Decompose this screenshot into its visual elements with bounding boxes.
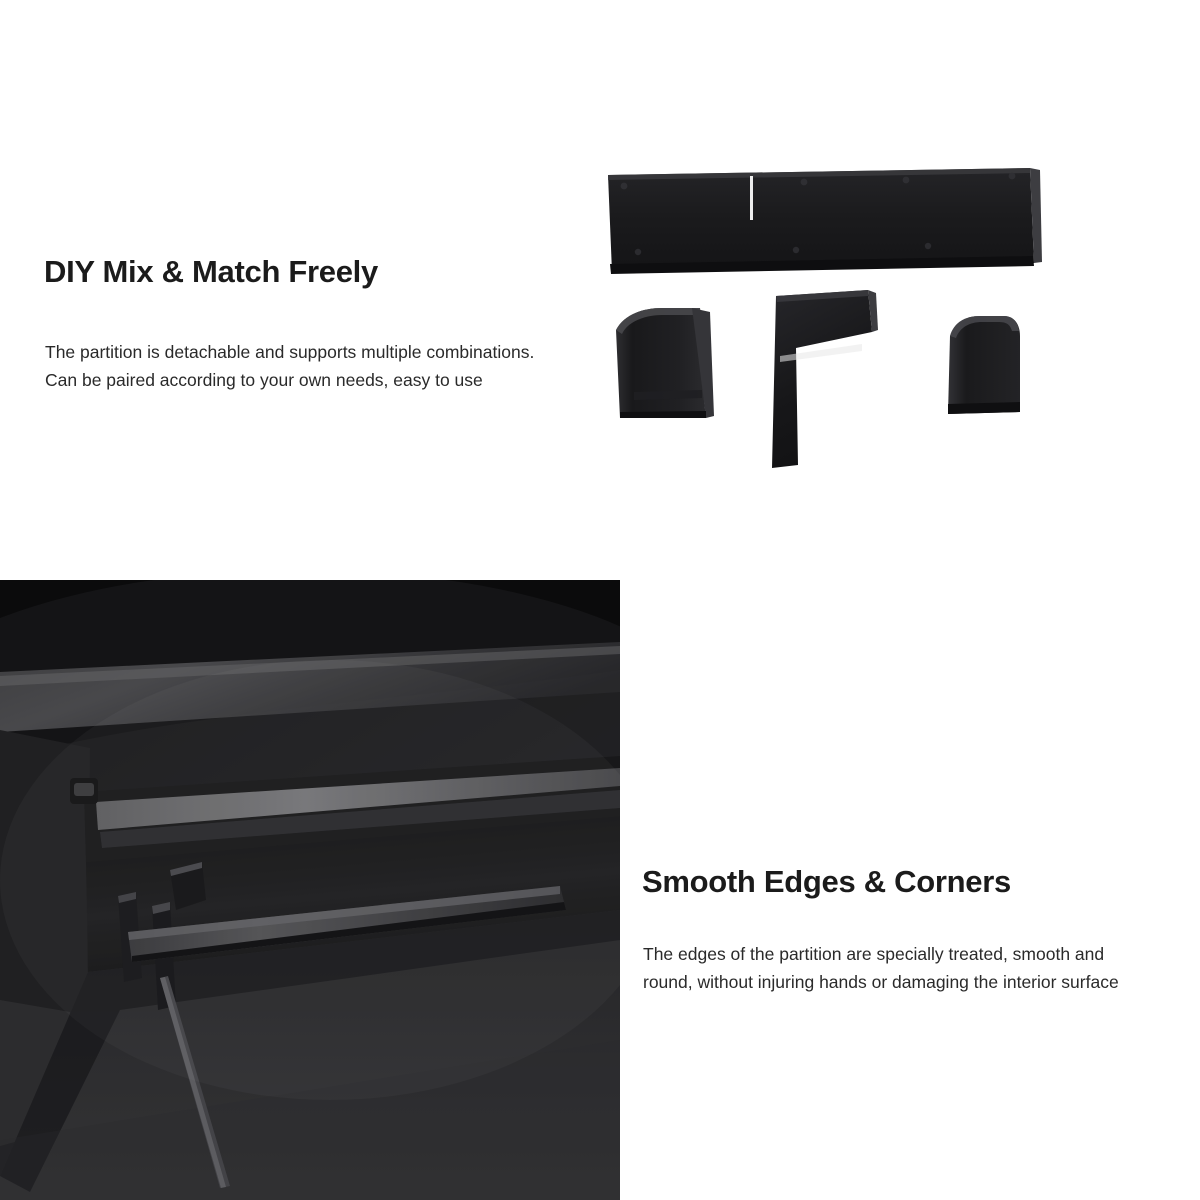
description-edges: The edges of the partition are specially treated, smooth and round, without injuring hands or damaging the interior surface xyxy=(643,943,1119,992)
part-long-partition-panel xyxy=(608,168,1042,274)
description-diy: The partition is detachable and supports multiple combinations. Can be paired according to your own needs, easy to use xyxy=(45,341,535,390)
partition-parts-illustration xyxy=(600,0,1200,580)
top-text-panel xyxy=(0,0,600,580)
bottom-text-panel xyxy=(620,580,1200,1200)
page-title-diy: DIY Mix & Match Freely xyxy=(44,253,378,289)
top-image-panel xyxy=(600,0,1200,580)
bottom-image-panel xyxy=(0,580,620,1200)
page-title-edges: Smooth Edges & Corners xyxy=(642,863,1011,899)
part-left-curved-divider xyxy=(616,308,714,418)
part-center-angled-divider xyxy=(772,290,878,468)
glove-box-photo xyxy=(0,580,620,1200)
part-right-curved-divider xyxy=(948,316,1020,414)
